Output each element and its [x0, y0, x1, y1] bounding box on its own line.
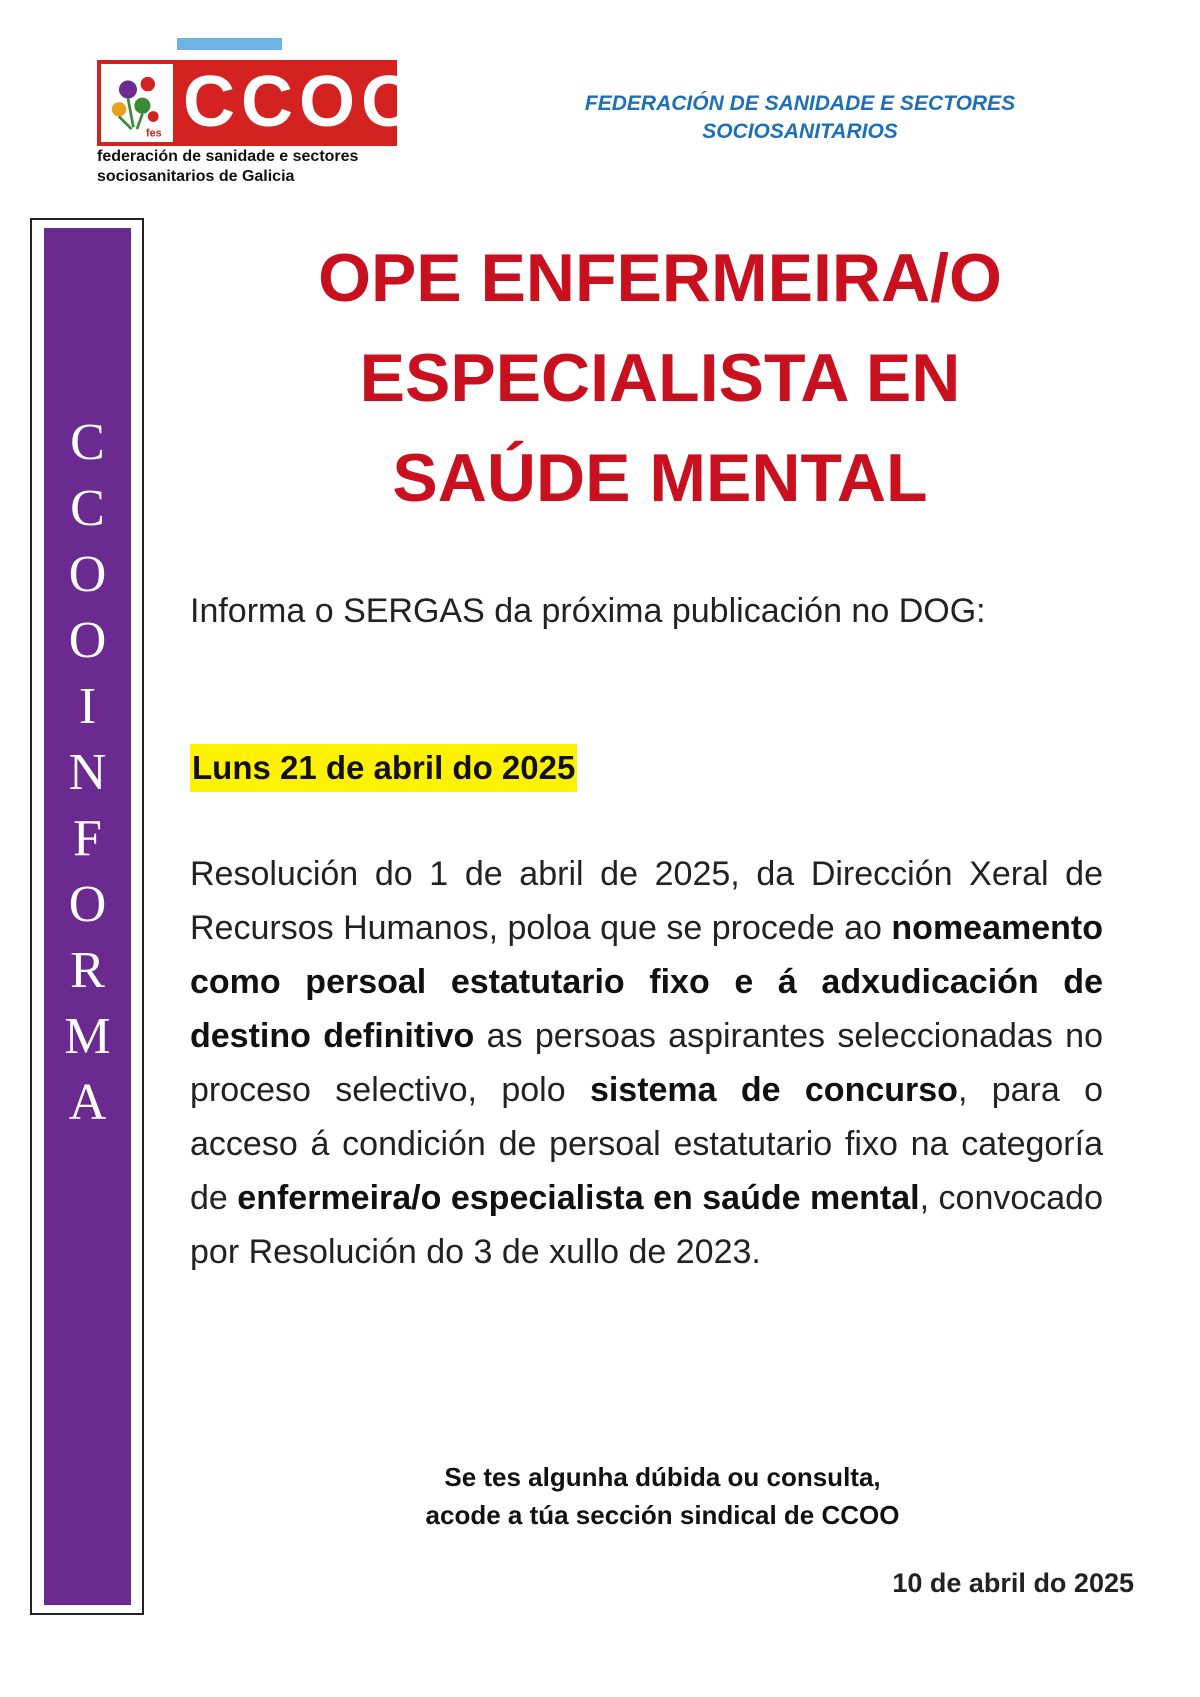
logo-subtitle-line1: federación de sanidade e sectores — [97, 148, 359, 165]
logo-subtitle — [97, 147, 358, 187]
flower-logo-icon — [97, 60, 177, 146]
federation-title — [500, 90, 1100, 146]
contact-note-line1: Se tes algunha dúbida ou consulta, — [444, 1462, 881, 1492]
sidebar-letter: N — [68, 744, 107, 801]
resolution-text: as persoas aspirantes seleccionadas no proceso selectivo, polo — [190, 1017, 1103, 1109]
contact-note-line2: acode a túa sección sindical de CCOO — [425, 1500, 900, 1530]
title-line1: OPE ENFERMEIRA/O — [318, 240, 1002, 316]
intro-paragraph: Informa o SERGAS da próxima publicación no DOG: — [190, 592, 986, 630]
resolution-text: Resolución do 1 de abril de 2025, da Dirección Xeral de Recursos Humanos, poloa que se procede ao — [190, 855, 1103, 947]
resolution-text: , para o acceso á condición de persoal estatutario fixo na categoría de — [190, 1071, 1103, 1217]
sidebar-vertical-text — [44, 410, 131, 1136]
publication-date-highlight: Luns 21 de abril do 2025 — [190, 744, 577, 792]
sidebar-letter: A — [68, 1074, 107, 1131]
document-date: 10 de abril do 2025 — [892, 1568, 1134, 1598]
page-title — [180, 228, 1140, 528]
sidebar-letter: C — [70, 414, 105, 471]
resolution-bold-category: enfermeira/o especialista en saúde mental — [237, 1179, 920, 1217]
federation-title-line1: FEDERACIÓN DE SANIDADE E SECTORES — [584, 92, 1016, 115]
flower-logo-text: fes — [146, 127, 162, 140]
sidebar-letter: F — [73, 810, 102, 867]
resolution-text: , convocado por Resolución do 3 de xullo de 2023. — [190, 1179, 1103, 1271]
logo-accent-bar — [177, 38, 282, 50]
sidebar-letter: O — [68, 876, 107, 933]
title-line3: SAÚDE MENTAL — [392, 440, 928, 516]
logo-wordmark: CCOO — [183, 62, 423, 142]
title-line2: ESPECIALISTA EN — [359, 340, 961, 416]
resolution-bold-appointment: nomeamento como persoal estatutario fixo e á adxudicación de destino definitivo — [190, 909, 1103, 1055]
ccoo-logo — [97, 38, 423, 185]
sidebar-letter: O — [68, 612, 107, 669]
sidebar-letter: C — [70, 480, 105, 537]
contact-note — [330, 1458, 995, 1534]
sidebar-letter: R — [70, 942, 105, 999]
sidebar-letter: M — [64, 1008, 111, 1065]
logo-subtitle-line2: sociosanitarios de Galicia — [97, 168, 295, 185]
federation-title-line2: SOCIOSANITARIOS — [702, 120, 898, 143]
sidebar-letter: O — [68, 546, 107, 603]
resolution-paragraph — [190, 847, 1103, 1279]
resolution-bold-system: sistema de concurso — [589, 1071, 958, 1109]
sidebar-letter: I — [78, 678, 97, 735]
